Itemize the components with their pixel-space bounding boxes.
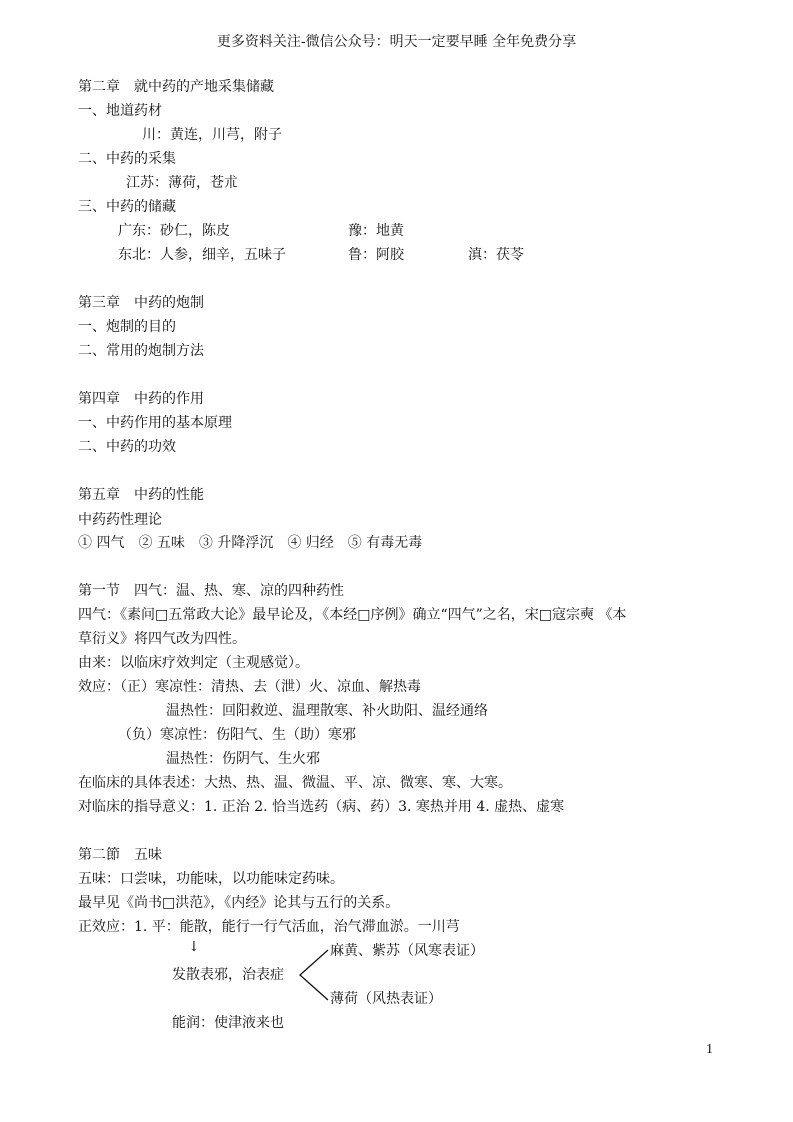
text-line: 五味：口尝味，功能味，以功能味定药味。 (78, 871, 344, 887)
text-line: 由来：以临床疗效判定（主观感觉）。 (78, 655, 309, 671)
down-arrow: ↓ (188, 939, 200, 955)
section-heading: 二、中药的功效 (78, 439, 176, 455)
text-line: 在临床的具体表述：大热、热、温、微温、平、凉、微寒、寒、大寒。 (78, 775, 512, 791)
text-line: 中药药性理论 (78, 512, 162, 528)
page-header: 更多资料关注-微信公众号：明天一定要早睡 全年免费分享 (216, 34, 577, 50)
text-line: 最早见《尚书□洪范》，《内经》论其与五行的关系。 (78, 895, 400, 911)
text-cell: 鲁：阿胶 (348, 247, 404, 263)
text-line: 温热性：回阳救逆、温理散寒、补火助阳、温经通络 (166, 703, 488, 719)
section-heading: 三、中药的储藏 (78, 199, 176, 215)
text-cell: 豫：地黄 (348, 223, 404, 239)
branch-lower-label: 薄荷（风热表证） (330, 991, 442, 1007)
property-list: ① 四气 ② 五味 ③ 升降浮沉 ④ 归经 ⑤ 有毒无毒 (78, 535, 423, 551)
section-heading: 二、常用的炮制方法 (78, 343, 204, 359)
text-line: 草衍义》将四气改为四性。 (78, 631, 246, 647)
text-line: 温热性：伤阴气、生火邪 (166, 751, 320, 767)
text-cell: 东北：人参，细辛，五味子 (118, 247, 286, 263)
section-heading: 一、地道药材 (78, 103, 162, 119)
text-line: 能润：使津液来也 (172, 1015, 284, 1031)
branch-root-label: 发散表邪，治表症 (172, 967, 284, 983)
branch-upper-label: 麻黄、紫苏（风寒表证） (330, 943, 484, 959)
section-heading: 一、中药作用的基本原理 (78, 415, 232, 431)
chapter-5-title: 第五章 中药的性能 (78, 487, 204, 503)
chapter-3-title: 第三章 中药的炮制 (78, 295, 204, 311)
section-heading: 二、中药的采集 (78, 151, 176, 167)
text-line: 效应：（正）寒凉性：清热、去（泄）火、凉血、解热毒 (78, 679, 421, 695)
text-cell: 滇：茯苓 (468, 247, 524, 263)
bracket-line (300, 950, 328, 1000)
text-cell: 广东：砂仁，陈皮 (118, 223, 230, 239)
section-1-title: 第一节 四气：温、热、寒、凉的四种药性 (78, 583, 344, 599)
text-line: 四气：《素问□五常政大论》最早论及，《本经□序例》确立“四气”之名，宋□寇宗奭 《本 (78, 607, 627, 623)
text-line: 江苏：薄荷，苍朮 (126, 175, 238, 191)
text-line: （负）寒凉性：伤阳气、生（助）寒邪 (118, 727, 356, 743)
chapter-4-title: 第四章 中药的作用 (78, 391, 204, 407)
section-heading: 一、炮制的目的 (78, 319, 176, 335)
text-line: 正效应：1. 平：能散，能行一行气活血，治气滞血淤。一川芎 (78, 919, 460, 935)
text-line: 对临床的指导意义：1. 正治 2. 恰当选药（病、药）3. 寒热并用 4. 虚热、虚寒 (78, 799, 565, 815)
section-2-title: 第二節 五味 (78, 847, 162, 863)
text-line: 川：黄连，川芎，附子 (142, 127, 282, 143)
page-number: 1 (706, 1042, 713, 1057)
chapter-2-title: 第二章 就中药的产地采集储藏 (78, 79, 274, 95)
